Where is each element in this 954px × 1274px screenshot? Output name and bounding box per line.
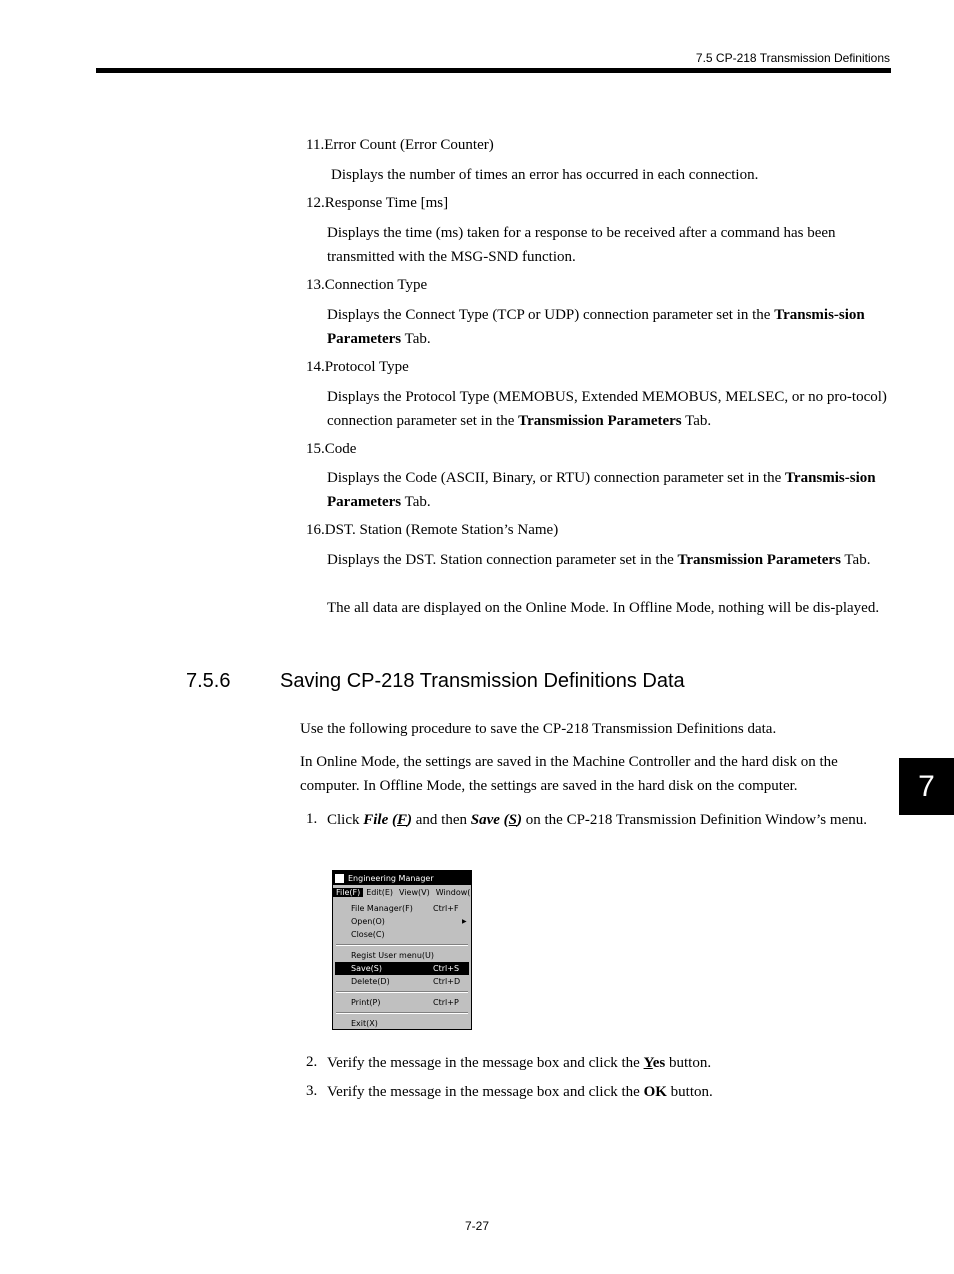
step-2-number: 2. [306, 1054, 318, 1070]
menu-item-open[interactable]: Open(O) ▶ [351, 917, 467, 926]
item-16-note: The all data are displayed on the Online Mode. In Offline Mode, nothing will be dis-played. [327, 600, 880, 616]
menu-item-delete[interactable]: Delete(D) Ctrl+D [351, 977, 461, 986]
app-icon [335, 874, 344, 883]
menu-screenshot [332, 870, 472, 1030]
header-rule [96, 68, 891, 73]
section-title: Saving CP-218 Transmission Definitions Data [280, 670, 685, 692]
item-16-title: 16.DST. Station (Remote Station’s Name) [306, 522, 559, 538]
menu-item-close[interactable]: Close(C) [351, 930, 385, 939]
submenu-arrow-icon: ▶ [462, 918, 467, 925]
menu-separator [336, 944, 468, 946]
item-15-desc: Displays the Code (ASCII, Binary, or RTU) connection parameter set in the Transmis-sion Parameters Tab. [327, 470, 876, 510]
menu-view[interactable]: View(V) [399, 887, 430, 897]
menu-file[interactable]: File(F) [333, 888, 363, 897]
menu-window-titlebar [333, 871, 471, 885]
menu-item-exit[interactable]: Exit(X) [351, 1019, 378, 1028]
paragraph-modes: In Online Mode, the settings are saved in the Machine Controller and the hard disk on the computer. In Offline Mode, the settings are saved in the hard disk on the computer. [300, 754, 838, 794]
page-number: 7-27 [464, 1219, 490, 1233]
item-12-title: 12.Response Time [ms] [306, 195, 449, 211]
item-13-desc: Displays the Connect Type (TCP or UDP) connection parameter set in the Transmis-sion Parameters Tab. [327, 307, 865, 347]
item-12-desc: Displays the time (ms) taken for a response to be received after a command has been transmitted with the MSG-SND function. [327, 225, 836, 265]
menu-item-regist-user-menu[interactable]: Regist User menu(U) [351, 951, 434, 960]
item-11-desc: Displays the number of times an error has occurred in each connection. [331, 167, 759, 183]
paragraph-intro: Use the following procedure to save the CP-218 Transmission Definitions data. [300, 721, 777, 737]
chapter-tab: 7 [899, 758, 954, 815]
menu-bar [333, 885, 471, 899]
item-14-desc: Displays the Protocol Type (MEMOBUS, Extended MEMOBUS, MELSEC, or no pro-tocol) connection parameter set in the Transmission Parameters Tab. [327, 389, 887, 429]
menu-window[interactable]: Window( [435, 887, 471, 897]
menu-edit[interactable]: Edit(E) [366, 887, 394, 897]
menu-item-file-manager[interactable]: File Manager(F) Ctrl+F [351, 904, 459, 913]
item-14-title: 14.Protocol Type [306, 359, 409, 375]
step-3-text: Verify the message in the message box and click the OK button. [327, 1084, 713, 1100]
item-11-title: 11.Error Count (Error Counter) [306, 137, 494, 153]
menu-item-print[interactable]: Print(P) Ctrl+P [351, 998, 459, 1007]
menu-window-title: Engineering Manager [348, 873, 434, 883]
item-15-title: 15.Code [306, 441, 357, 457]
menu-item-save[interactable]: Save(S) Ctrl+S [335, 962, 469, 975]
item-13-title: 13.Connection Type [306, 277, 428, 293]
menu-separator [336, 1012, 468, 1014]
step-1-text: Click File (F) and then Save (S) on the CP-218 Transmission Definition Window’s menu. [327, 812, 867, 828]
step-1-number: 1. [306, 811, 318, 827]
section-number: 7.5.6 [186, 670, 231, 692]
file-menu-dropdown [333, 899, 471, 1030]
item-16-desc: Displays the DST. Station connection parameter set in the Transmission Parameters Tab. [327, 552, 871, 568]
running-header: 7.5 CP-218 Transmission Definitions [695, 51, 890, 65]
menu-separator [336, 991, 468, 993]
step-2-text: Verify the message in the message box and click the Yes button. [327, 1055, 712, 1071]
step-3-number: 3. [306, 1083, 318, 1099]
